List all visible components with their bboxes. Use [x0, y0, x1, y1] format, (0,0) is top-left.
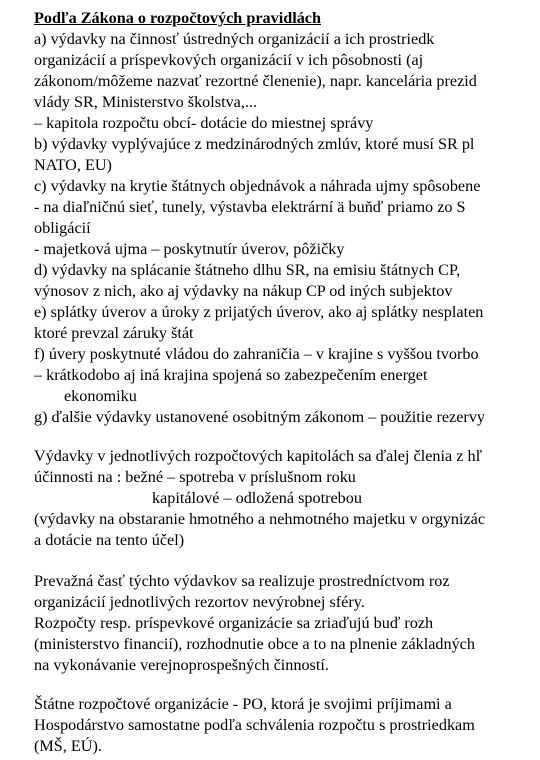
paragraph-line: na vykonávanie verejnoprospešných činností.: [34, 656, 329, 674]
paragraph-line: Štátne rozpočtové organizácie - PO, ktorá je svojimi príjimami a: [34, 695, 452, 713]
paragraph-line: f) úvery poskytnuté vládou do zahraničia – v krajine s vyššou tvorbo: [34, 345, 479, 363]
paragraph-line: NATO, EU): [34, 156, 112, 174]
document-title: Podľa Zákona o rozpočtových pravidlách: [34, 9, 321, 27]
paragraph-line: b) výdavky vyplývajúce z medzinárodných zmlúv, ktoré musí SR pl: [34, 135, 475, 153]
paragraph-line: - majetková ujma – poskytnutír úverov, pôžičky: [34, 240, 345, 258]
paragraph-line: – krátkodobo aj iná krajina spojená so zabezpečením energet: [34, 366, 428, 384]
paragraph-line: ktoré prevzal záruky štát: [34, 324, 194, 342]
paragraph-line: účinnosti na : bežné – spotreba v príslušnom roku: [34, 468, 356, 486]
paragraph-line: d) výdavky na splácanie štátneho dlhu SR, na emisiu štátnych CP,: [34, 261, 461, 279]
paragraph-line: - na diaľničnú sieť, tunely, výstavba elektrární ä buňď priamo zo S: [34, 198, 466, 216]
paragraph-line: a) výdavky na činnosť ústredných organizácií a ich prostriedk: [34, 30, 435, 48]
paragraph-line: výnosov z nich, ako aj výdavky na nákup CP od iných subjektov: [34, 282, 453, 300]
paragraph-line: – kapitola rozpočtu obcí- dotácie do miestnej správy: [34, 114, 374, 132]
paragraph-line: g) ďalšie výdavky ustanovené osobitným zákonom – použitie rezervy: [34, 408, 486, 426]
paragraph-line: kapitálové – odložená spotrebou: [152, 489, 362, 507]
paragraph-line: ekonomiku: [64, 387, 137, 405]
paragraph-line: Hospodárstvo samostatne podľa schválenia rozpočtu s prostriedkam: [34, 716, 475, 734]
paragraph-line: e) splátky úverov a úroky z prijatých úverov, ako aj splátky nesplaten: [34, 303, 484, 321]
paragraph-line: (MŠ, EÚ).: [34, 737, 102, 755]
paragraph-line: Rozpočty resp. príspevkové organizácie sa zriaďujú buď rozh: [34, 614, 434, 632]
paragraph-line: (ministerstvo financií), rozhodnutie obce a to na plnenie základných: [34, 635, 475, 653]
paragraph-line: Prevažná časť týchto výdavkov sa realizuje prostredníctvom roz: [34, 572, 450, 590]
paragraph-line: organizácií a príspevkových organizácií v ich pôsobnosti (aj: [34, 51, 424, 69]
paragraph-line: zákonom/môžeme nazvať rezortné členenie), napr. kancelária prezid: [34, 72, 477, 90]
paragraph-line: c) výdavky na krytie štátnych objednávok a náhrada ujmy spôsobene: [34, 177, 481, 195]
paragraph-line: (výdavky na obstaranie hmotného a nehmotného majetku v orgynizác: [34, 510, 486, 528]
paragraph-line: Výdavky v jednotlivých rozpočtových kapitolách sa ďalej členia z hľ: [34, 447, 483, 465]
paragraph-line: vlády SR, Ministerstvo školstva,...: [34, 93, 258, 111]
paragraph-line: a dotácie na tento účel): [34, 531, 185, 549]
paragraph-line: organizácií jednotlivých rezortov nevýrobnej sféry.: [34, 593, 365, 611]
paragraph-line: obligácií: [34, 219, 91, 237]
